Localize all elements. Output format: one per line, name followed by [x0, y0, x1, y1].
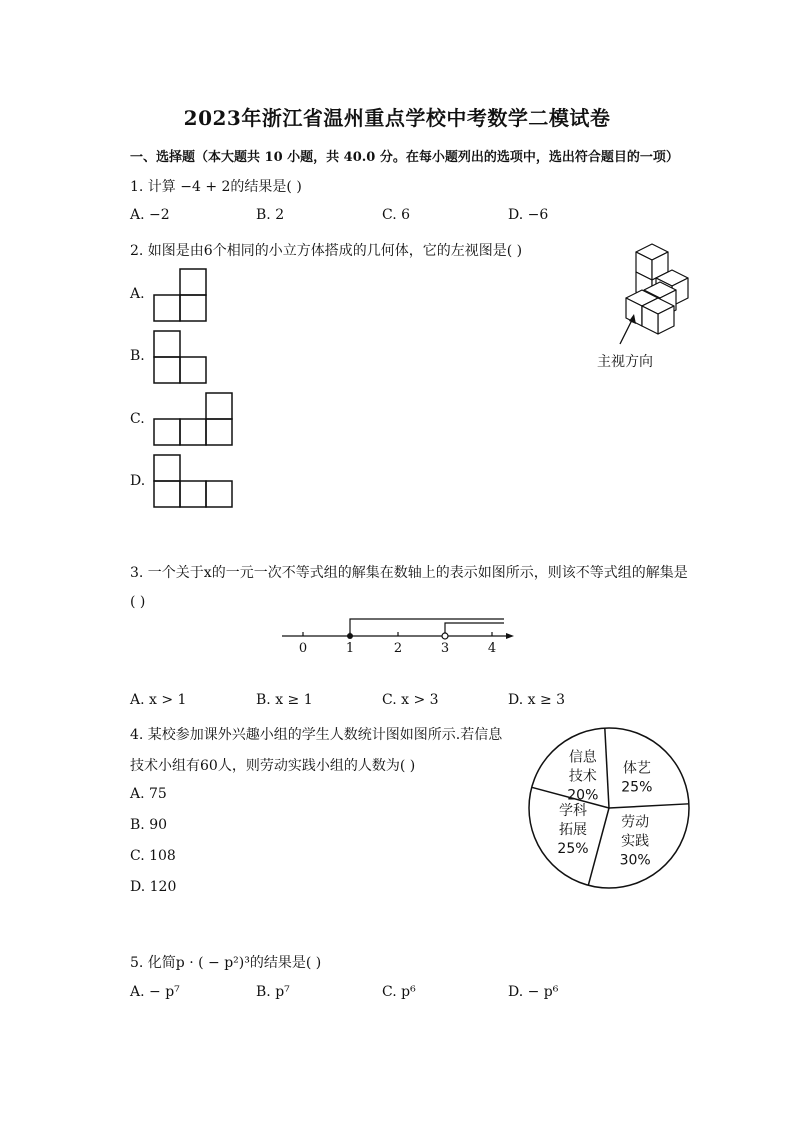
q2-option-d-figure	[150, 453, 238, 509]
pie-label-3-0: 学科	[558, 802, 587, 819]
q2-option-c-label[interactable]: C.	[130, 411, 145, 427]
q2-figure-caption: 主视方向	[597, 354, 653, 370]
q5-option-a[interactable]: A. − p⁷	[130, 984, 180, 1000]
q1-option-c[interactable]: C. 6	[382, 207, 411, 223]
pie-label-1-0: 体艺	[622, 760, 651, 777]
q5-option-c[interactable]: C. p⁶	[382, 984, 416, 1000]
q2-option-b-label[interactable]: B.	[130, 348, 145, 364]
question-3-stem-line2: ( )	[130, 594, 146, 610]
question-3-stem-line1: 3. 一个关于x的一元一次不等式组的解集在数轴上的表示如图所示，则该不等式组的解集是	[130, 565, 688, 581]
pie-label-3-1: 拓展	[558, 821, 587, 838]
q4-pie-chart	[526, 725, 692, 891]
question-4-stem-line2: 技术小组有60人，则劳动实践小组的人数为( )	[130, 758, 416, 774]
q4-option-a[interactable]: A. 75	[130, 786, 167, 802]
q5-option-d[interactable]: D. − p⁶	[508, 984, 559, 1000]
question-1-stem: 1. 计算 −4 + 2的结果是( )	[130, 179, 302, 195]
q4-option-d[interactable]: D. 120	[130, 879, 177, 895]
q4-option-c[interactable]: C. 108	[130, 848, 176, 864]
pie-label-0-1: 技术	[568, 768, 597, 785]
question-4-stem-line1: 4. 某校参加课外兴趣小组的学生人数统计图如图所示.若信息	[130, 727, 503, 743]
pie-label-0-0: 信息	[568, 749, 597, 766]
q5-option-b[interactable]: B. p⁷	[256, 984, 290, 1000]
axis-label-4: 4	[487, 641, 497, 656]
pie-label-2-2: 30%	[619, 852, 651, 869]
q2-option-a-figure	[150, 266, 210, 322]
q2-option-c-figure	[150, 391, 238, 447]
axis-label-2: 2	[393, 641, 403, 656]
axis-label-1: 1	[345, 641, 355, 656]
pie-label-1-1: 25%	[621, 779, 653, 796]
q3-option-a[interactable]: A. x > 1	[130, 692, 187, 708]
q3-option-c[interactable]: C. x > 3	[382, 692, 439, 708]
q2-option-b-figure	[150, 328, 210, 384]
section-heading: 一、选择题（本大题共 10 小题，共 40.0 分。在每小题列出的选项中，选出符合题目的一项）	[130, 150, 679, 165]
q1-option-d[interactable]: D. −6	[508, 207, 549, 223]
question-2-stem: 2. 如图是由6个相同的小立方体搭成的几何体，它的左视图是( )	[130, 243, 523, 259]
q3-number-line	[278, 610, 518, 660]
q2-option-a-label[interactable]: A.	[130, 286, 145, 302]
q2-cube-stack-figure	[592, 236, 702, 356]
q3-option-b[interactable]: B. x ≥ 1	[256, 692, 313, 708]
pie-label-0-2: 20%	[567, 787, 599, 804]
q2-option-d-label[interactable]: D.	[130, 473, 146, 489]
q4-option-b[interactable]: B. 90	[130, 817, 168, 833]
page-title: 2023年浙江省温州重点学校中考数学二模试卷	[183, 106, 611, 130]
q3-option-d[interactable]: D. x ≥ 3	[508, 692, 566, 708]
question-5-stem: 5. 化简p · ( − p²)³的结果是( )	[130, 955, 322, 971]
pie-label-3-2: 25%	[557, 840, 589, 857]
q1-option-a[interactable]: A. −2	[130, 207, 170, 223]
pie-label-2-1: 实践	[621, 833, 650, 850]
pie-label-2-0: 劳动	[621, 814, 650, 831]
axis-label-3: 3	[440, 641, 450, 656]
axis-label-0: 0	[298, 641, 308, 656]
q1-option-b[interactable]: B. 2	[256, 207, 285, 223]
